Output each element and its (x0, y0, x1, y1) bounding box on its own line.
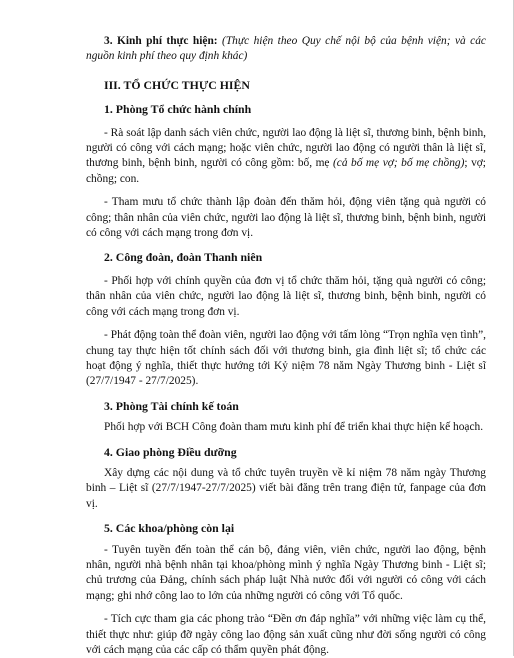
item-1-title: 1. Phòng Tổ chức hành chính (104, 102, 252, 117)
item-1-paragraph-1-text: - Rà soát lập danh sách viên chức, người lao động là liệt sĩ, thương binh, bệnh binh, người có công với cách mạng; hoặc viên chức, người lao động có người thân là liệt sĩ, thương binh, bệnh binh, người có công gồm: bố, mẹ (86, 126, 486, 170)
funding-section (86, 34, 486, 65)
item-2-title: 2. Công đoàn, đoàn Thanh niên (104, 250, 263, 265)
item-3-title: 3. Phòng Tài chính kế toán (104, 398, 239, 413)
item-4-paragraph-1: Xây dựng các nội dung và tổ chức tuyên truyền về kỉ niệm 78 năm ngày Thương binh – Liệt sĩ (27/7/1947-27/7/2025) viết bài đăng trên trang điện tử, fanpage của đơn vị. (86, 466, 486, 510)
item-2-paragraph-1: - Phối hợp với chính quyền của đơn vị tổ chức thăm hỏi, tặng quà người có công; thân nhân của viên chức, người lao động là liệt sĩ, thương binh, bệnh binh, người có công với cách mạng trong đơn vị. (86, 274, 486, 318)
item-1-paragraph-1-end: ; vợ; chồng; con. (86, 157, 486, 185)
item-5-title: 5. Các khoa/phòng còn lại (104, 521, 235, 536)
part-iii-title: III. TỔ CHỨC THỰC HIỆN (104, 77, 250, 92)
item-2-paragraph-2: - Phát động toàn thể đoàn viên, người lao động với tấm lòng “Trọn nghĩa vẹn tình”, chung tay thực hiện tốt chính sách đối với thương binh, gia đình liệt sĩ; tổ chức các hoạt động ý nghĩa, thiết thực hướng tới Kỷ niệm 78 năm Ngày Thương binh - Liệt sĩ (27/7/1947 - 27/7/2025). (86, 329, 486, 388)
item-3-paragraph-1: Phối hợp với BCH Công đoàn tham mưu kinh phí để triển khai thực hiện kế hoạch. (104, 421, 484, 434)
document-content (86, 34, 486, 658)
item-1-paragraph-1-italic: (cả bố mẹ vợ; bố mẹ chồng) (332, 157, 465, 170)
item-1-paragraph-2: - Tham mưu tổ chức thành lập đoàn đến thăm hỏi, động viên tặng quà người có công; thân nhân của viên chức, người lao động là liệt sĩ, thương binh, bệnh binh, người có công với cách mạng trong đơn vị. (86, 196, 486, 240)
funding-note: (Thực hiện theo Quy chế nội bộ của bệnh viện; và các nguồn kinh phí theo quy định khác) (86, 35, 486, 63)
item-4-title: 4. Giao phòng Điều dưỡng (104, 444, 237, 459)
item-5-paragraph-2: - Tích cực tham gia các phong trào “Đền ơn đáp nghĩa” với những việc làm cụ thể, thiết thực như: giúp đỡ ngày công lao động sản xuất cũng như đời sống người có công với cách mạng của các cấp có thẩm quyền phát động. (86, 613, 486, 656)
funding-title: 3. Kinh phí thực hiện: (104, 35, 218, 47)
item-1-paragraph-1 (86, 126, 486, 188)
item-5-paragraph-1: - Tuyên tuyền đến toàn thể cán bộ, đảng viên, viên chức, người lao động, bệnh nhân, người nhà bệnh nhân tại khoa/phòng mình ý nghĩa Ngày Thương binh - Liệt sĩ; chủ trương của Đảng, chính sách pháp luật Nhà nước đối với người có công với cách mạng; ghi nhớ công lao to lớn của những người có công với Tổ quốc. (86, 543, 486, 602)
